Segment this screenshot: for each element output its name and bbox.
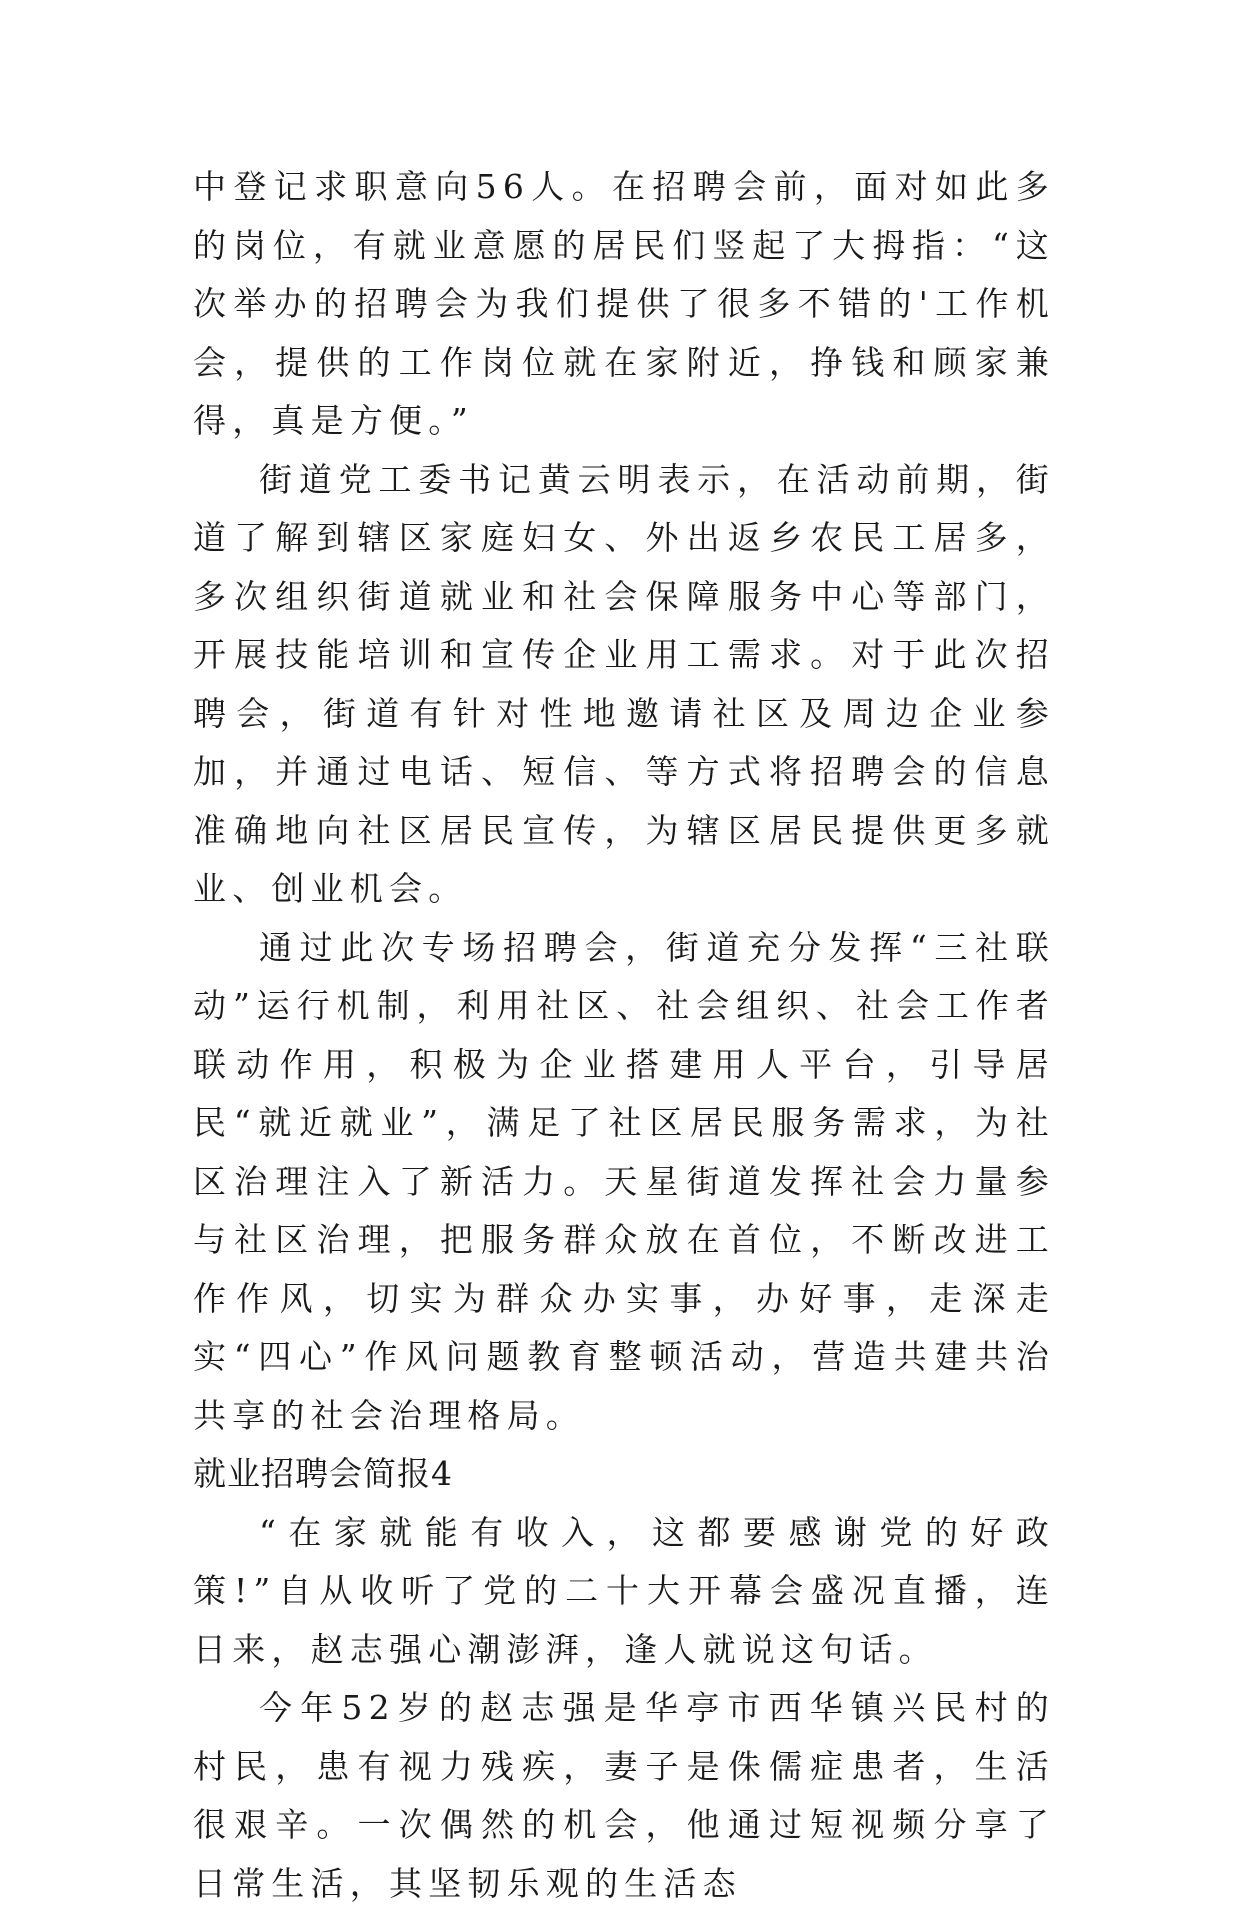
paragraph-job-fair-summary: 通过此次专场招聘会，街道充分发挥“三社联动”运行机制，利用社区、社会组织、社会工作者联动作用，积极为企业搭建用人平台，引导居民“就近就业”，满足了社区居民服务需求，为社区治理注入了新活力。天星街道发挥社会力量参与社区治理，把服务群众放在首位，不断改进工作作风，切实为群众办实事，办好事，走深走实“四心”作风问题教育整顿活动，营造共建共治共享的社会治理格局。 xyxy=(193,927,1055,1435)
paragraph-party-secretary: 街道党工委书记黄云明表示，在活动前期，街道了解到辖区家庭妇女、外出返乡农民工居多，多次组织街道就业和社会保障服务中心等部门，开展技能培训和宣传企业用工需求。对于此次招聘会，街道有针对性地邀请社区及周边企业参加，并通过电话、短信、等方式将招聘会的信息准确地向社区居民宣传，为辖区居民提供更多就业、创业机会。 xyxy=(193,459,1055,908)
document-body xyxy=(193,158,1055,1913)
section-heading: 就业招聘会简报4 xyxy=(193,1454,453,1493)
paragraph-zhao-zhiqiang: 今年52岁的赵志强是华亭市西华镇兴民村的村民，患有视力残疾，妻子是侏儒症患者，生活很艰辛。一次偶然的机会，他通过短视频分享了日常生活，其坚韧乐观的生活态 xyxy=(193,1688,1055,1903)
paragraph-quote: “在家就能有收入，这都要感谢党的好政策!”自从收听了党的二十大开幕会盛况直播，连日来，赵志强心潮澎湃，逢人就说这句话。 xyxy=(193,1512,1055,1669)
paragraph-continuation: 中登记求职意向56人。在招聘会前，面对如此多的岗位，有就业意愿的居民们竖起了大拇指：“这次举办的招聘会为我们提供了很多不错的'工作机会，提供的工作岗位就在家附近，挣钱和顾家兼得，真是方便。” xyxy=(193,167,1055,440)
